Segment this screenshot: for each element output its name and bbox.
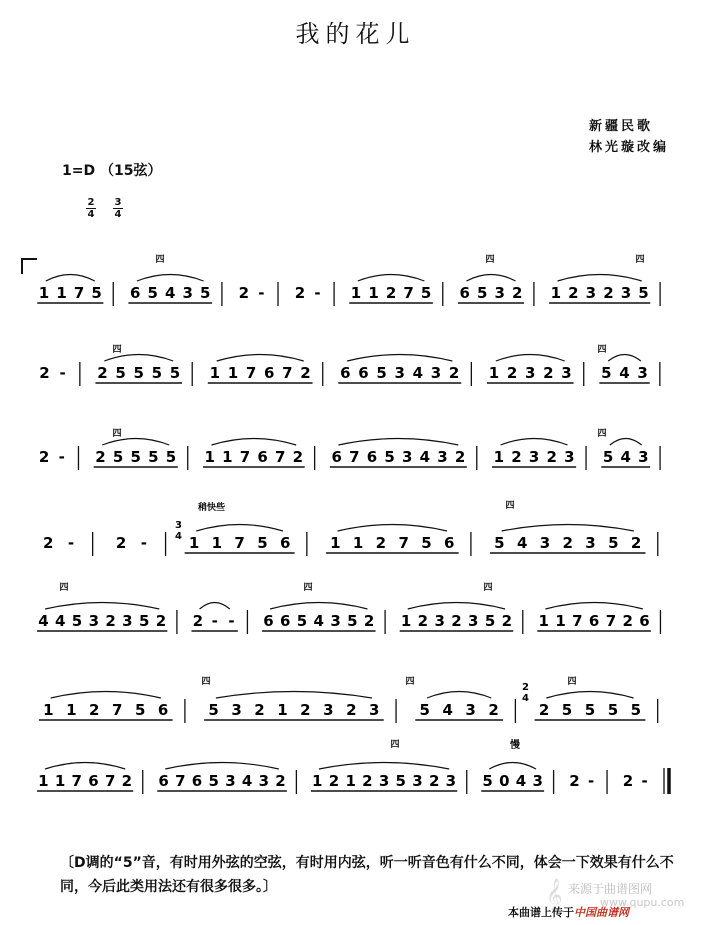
note-digit: 3	[532, 772, 543, 790]
note-digit: 6	[588, 612, 600, 630]
note-digit: 5	[419, 701, 430, 719]
slur-arc	[408, 603, 505, 610]
note-digit: 1	[538, 612, 549, 630]
footer-site: 中国曲谱网	[574, 906, 629, 919]
note-digit: 7	[111, 701, 123, 719]
note-digit: -	[58, 448, 65, 466]
meter-num: 3	[114, 197, 122, 208]
note-digit: 6	[639, 612, 650, 630]
note-digit: -	[641, 772, 648, 790]
note-digit: 2	[362, 772, 373, 790]
note-digit: 5	[395, 772, 406, 790]
footer-text	[508, 904, 629, 920]
finger-mark: 四	[59, 583, 69, 593]
finger-mark: 四	[485, 255, 495, 265]
slur-arc	[270, 603, 367, 610]
slur-arc	[196, 525, 283, 532]
note-digit: 6	[279, 612, 291, 630]
slur-arc	[608, 355, 641, 362]
note-digit: 3	[330, 612, 341, 630]
inline-meter-num: 3	[175, 520, 182, 531]
note-digit: 1	[222, 448, 233, 466]
note-digit: 1	[209, 364, 221, 382]
slur-arc	[610, 439, 642, 446]
note-digit: 3	[445, 772, 457, 790]
note-digit: 2	[300, 364, 311, 382]
note-digit: 7	[234, 534, 245, 552]
watermark-text: 来源于曲谱图网	[568, 882, 653, 896]
note-digit: 3	[225, 772, 236, 790]
slur-arc	[347, 355, 452, 362]
note-digit: 2	[622, 612, 633, 630]
annotation-text: 〔D调的“5”音，有时用外弦的空弦，有时用内弦，听一听音色有什么不同，体会一下效果有什么不同，今后此类用法还有很多很多。〕	[60, 855, 674, 895]
note-digit: 2	[89, 701, 100, 719]
note-digit: 5	[476, 284, 488, 302]
note-digit: 5	[115, 364, 126, 382]
note-digit: 3	[258, 772, 270, 790]
finger-mark: 四	[505, 501, 515, 511]
note-digit: 2	[39, 364, 50, 382]
finger-mark: 四	[201, 677, 211, 687]
note-digit: 2	[97, 364, 108, 382]
note-digit: 4	[442, 701, 453, 719]
finger-mark: 四	[405, 677, 415, 687]
note-digit: 2	[43, 534, 54, 552]
note-digit: 1	[38, 772, 49, 790]
note-digit: 5	[347, 612, 358, 630]
note-digit: 5	[71, 612, 83, 630]
note-digit: 2	[511, 448, 522, 466]
note-digit: 3	[528, 448, 540, 466]
note-digit: 4	[619, 364, 630, 382]
note-digit: 6	[157, 701, 169, 719]
note-digit: 3	[637, 364, 648, 382]
note-digit: 1	[312, 772, 323, 790]
note-digit: 5	[200, 284, 211, 302]
note-digit: 1	[211, 534, 223, 552]
note-digit: 5	[169, 364, 181, 382]
finger-mark: 四	[155, 255, 165, 265]
note-digit: 5	[296, 612, 308, 630]
slur-arc	[212, 439, 297, 446]
slur-arc	[137, 275, 204, 282]
note-digit: 7	[403, 284, 414, 302]
note-digit: 2	[562, 534, 573, 552]
note-digit: 4	[515, 772, 527, 790]
tempo-mark: 稍快些	[198, 503, 226, 513]
note-digit: 4	[412, 364, 424, 382]
note-digit: 3	[401, 448, 413, 466]
note-digit: 5	[112, 448, 124, 466]
note-digit: 3	[561, 364, 572, 382]
note-digit: 5	[584, 701, 596, 719]
note-digit: 2	[569, 772, 580, 790]
note-digit: 1	[550, 284, 562, 302]
note-digit: 2	[238, 284, 250, 302]
note-digit: 5	[384, 448, 395, 466]
note-digit: 3	[525, 364, 536, 382]
inline-meter-num: 2	[522, 682, 529, 693]
note-digit: 2	[294, 284, 306, 302]
inline-meter-den: 4	[175, 531, 182, 542]
note-digit: 3	[412, 772, 423, 790]
slur-arc	[558, 275, 642, 282]
finger-mark: 四	[483, 583, 493, 593]
note-digit: 5	[257, 534, 268, 552]
note-digit: 7	[73, 284, 85, 302]
slur-arc	[216, 692, 372, 699]
note-digit: 6	[358, 364, 369, 382]
note-digit: 5	[208, 772, 219, 790]
note-digit: 2	[254, 701, 265, 719]
note-digit: 1	[277, 701, 288, 719]
note-digit: 1	[368, 284, 379, 302]
note-digit: 1	[66, 701, 77, 719]
finger-mark: 四	[635, 255, 645, 265]
note-digit: 1	[352, 534, 364, 552]
note-digit: -	[211, 612, 218, 630]
note-digit: 1	[330, 534, 341, 552]
note-digit: 7	[605, 612, 617, 630]
note-digit: 3	[564, 448, 575, 466]
watermark-url: www.qupu.com	[600, 896, 685, 909]
note-digit: 4	[313, 612, 324, 630]
note-digit: 5	[208, 701, 219, 719]
note-digit: 7	[245, 364, 257, 382]
slur-arc	[45, 763, 125, 770]
note-digit: 1	[350, 284, 362, 302]
note-digit: -	[588, 772, 595, 790]
note-digit: 5	[607, 701, 619, 719]
note-digit: 2	[488, 701, 499, 719]
note-digit: 1	[555, 612, 566, 630]
note-digit: 2	[121, 772, 133, 790]
note-digit: 1	[56, 284, 67, 302]
note-digit: 7	[398, 534, 409, 552]
note-digit: -	[140, 534, 148, 552]
note-digit: 2	[451, 612, 462, 630]
note-digit: 1	[43, 701, 54, 719]
finger-mark: 四	[112, 345, 122, 355]
note-digit: 2	[630, 534, 642, 552]
note-digit: 2	[622, 772, 634, 790]
note-digit: 3	[369, 701, 380, 719]
note-digit: 4	[516, 534, 528, 552]
note-digit: 5	[602, 448, 614, 466]
note-digit: 5	[133, 364, 144, 382]
note-digit: 1	[188, 534, 200, 552]
slur-arc	[546, 692, 633, 699]
note-digit: 7	[175, 772, 186, 790]
note-digit: 5	[601, 364, 612, 382]
note-digit: 3	[394, 364, 405, 382]
note-digit: 2	[568, 284, 579, 302]
slur-arc	[46, 275, 95, 282]
note-digit: 2	[292, 448, 304, 466]
finger-mark: 四	[303, 583, 313, 593]
note-digit: 1	[493, 448, 505, 466]
note-digit: 1	[345, 772, 356, 790]
note-digit: 1	[488, 364, 500, 382]
note-digit: 5	[151, 364, 163, 382]
note-digit: 3	[182, 284, 193, 302]
slur-arc	[338, 439, 458, 446]
note-digit: 6	[331, 448, 342, 466]
slur-arc	[200, 603, 230, 610]
note-digit: 3	[430, 364, 442, 382]
slur-arc	[358, 275, 425, 282]
meter-num: 2	[87, 197, 95, 208]
note-digit: 5	[165, 448, 177, 466]
note-digit: 5	[148, 448, 159, 466]
tempo-mark: 慢	[510, 740, 520, 751]
note-digit: 1	[227, 364, 239, 382]
note-digit: 2	[346, 701, 357, 719]
note-digit: 5	[91, 284, 102, 302]
note-digit: 1	[54, 772, 66, 790]
note-digit: 5	[147, 284, 158, 302]
slur-arc	[489, 763, 536, 770]
note-digit: 7	[239, 448, 251, 466]
note-digit: 3	[231, 701, 242, 719]
note-digit: 2	[512, 284, 523, 302]
finger-mark: 四	[597, 345, 607, 355]
meter-den: 4	[87, 209, 95, 220]
note-digit: 2	[546, 448, 557, 466]
note-digit: 2	[428, 772, 440, 790]
note-digit: 3	[620, 284, 632, 302]
slur-arc	[427, 692, 491, 699]
credit-arranger: 林光璇改编	[589, 140, 670, 155]
note-digit: 2	[454, 448, 466, 466]
note-digit: 5	[630, 701, 642, 719]
note-digit: -	[59, 364, 66, 382]
note-digit: 2	[95, 448, 106, 466]
treble-clef-icon: 𝄞	[546, 878, 563, 911]
note-digit: 3	[88, 612, 100, 630]
note-digit: 6	[158, 772, 169, 790]
note-digit: 5	[638, 284, 649, 302]
note-digit: 2	[275, 772, 286, 790]
note-digit: 2	[538, 701, 550, 719]
note-digit: 2	[506, 364, 518, 382]
inline-meter-den: 4	[522, 693, 529, 704]
note-digit: 2	[115, 534, 127, 552]
note-digit: 4	[165, 284, 176, 302]
note-digit: 1	[400, 612, 412, 630]
note-digit: 3	[465, 701, 476, 719]
note-digit: 4	[38, 612, 49, 630]
note-digit: -	[258, 284, 265, 302]
note-digit: 2	[603, 284, 614, 302]
note-digit: 5	[420, 284, 432, 302]
note-digit: 2	[155, 612, 167, 630]
note-digit: 2	[501, 612, 513, 630]
note-digit: 6	[264, 364, 275, 382]
note-digit: 6	[191, 772, 203, 790]
key-signature: 1=D （15弦）	[62, 163, 162, 179]
note-digit: 2	[328, 772, 340, 790]
note-digit: 4	[419, 448, 431, 466]
note-digit: 2	[543, 364, 554, 382]
note-digit: 5	[561, 701, 573, 719]
note-digit: 3	[437, 448, 448, 466]
note-digit: 5	[484, 612, 496, 630]
note-digit: 2	[448, 364, 460, 382]
meter-den: 4	[114, 209, 122, 220]
finger-mark: 四	[567, 677, 577, 687]
note-digit: 6	[263, 612, 274, 630]
note-digit: 6	[366, 448, 378, 466]
note-digit: 5	[138, 612, 150, 630]
note-digit: 7	[104, 772, 116, 790]
note-digit: 2	[300, 701, 311, 719]
note-digit: 3	[323, 701, 334, 719]
slur-arc	[51, 692, 161, 699]
note-digit: 2	[363, 612, 375, 630]
note-digit: 2	[38, 448, 50, 466]
note-digit: 2	[192, 612, 204, 630]
finger-mark: 四	[112, 429, 122, 439]
note-digit: 2	[105, 612, 116, 630]
slur-arc	[45, 603, 159, 610]
note-digit: 3	[494, 284, 505, 302]
note-digit: 2	[417, 612, 429, 630]
note-digit: 7	[71, 772, 82, 790]
note-digit: -	[314, 284, 321, 302]
finger-mark: 四	[597, 429, 607, 439]
note-digit: 1	[204, 448, 215, 466]
note-digit: 6	[279, 534, 291, 552]
note-digit: 7	[282, 364, 293, 382]
slur-arc	[102, 439, 169, 446]
slur-arc	[496, 355, 565, 362]
slur-arc	[165, 763, 279, 770]
note-digit: 2	[385, 284, 397, 302]
note-digit: 3	[585, 534, 596, 552]
note-digit: 5	[130, 448, 141, 466]
note-digit: 3	[585, 284, 597, 302]
note-digit: 3	[378, 772, 390, 790]
note-digit: 2	[375, 534, 387, 552]
note-digit: 5	[134, 701, 146, 719]
note-digit: 3	[434, 612, 445, 630]
note-digit: 3	[122, 612, 133, 630]
note-digit: 6	[340, 364, 351, 382]
note-digit: 3	[539, 534, 551, 552]
note-digit: 6	[444, 534, 455, 552]
finger-mark: 四	[390, 740, 400, 750]
note-digit: 5	[482, 772, 493, 790]
slur-arc	[501, 439, 568, 446]
slur-arc	[502, 525, 634, 532]
slur-arc	[217, 355, 304, 362]
note-digit: 5	[608, 534, 619, 552]
footer-prefix: 本曲谱上传于	[508, 906, 574, 919]
note-digit: 3	[638, 448, 649, 466]
slur-arc	[545, 603, 642, 610]
note-digit: -	[228, 612, 235, 630]
note-digit: 7	[349, 448, 360, 466]
note-digit: 5	[376, 364, 387, 382]
note-digit: 4	[55, 612, 66, 630]
note-digit: 5	[421, 534, 432, 552]
note-digit: 7	[572, 612, 583, 630]
note-digit: 3	[468, 612, 479, 630]
note-digit: 6	[88, 772, 99, 790]
slur-arc	[319, 763, 449, 770]
note-digit: 6	[129, 284, 141, 302]
note-digit: 6	[459, 284, 470, 302]
note-digit: 0	[499, 772, 510, 790]
note-digit: 6	[257, 448, 268, 466]
slur-arc	[338, 525, 447, 532]
note-digit: 1	[38, 284, 50, 302]
note-digit: 4	[241, 772, 253, 790]
score-title: 我的花儿	[295, 20, 416, 48]
note-digit: 7	[275, 448, 286, 466]
credit-origin: 新疆民歌	[589, 119, 654, 134]
slur-arc	[466, 275, 515, 282]
note-digit: 4	[620, 448, 631, 466]
note-digit: 5	[494, 534, 505, 552]
note-digit: -	[67, 534, 75, 552]
slur-arc	[104, 355, 173, 362]
